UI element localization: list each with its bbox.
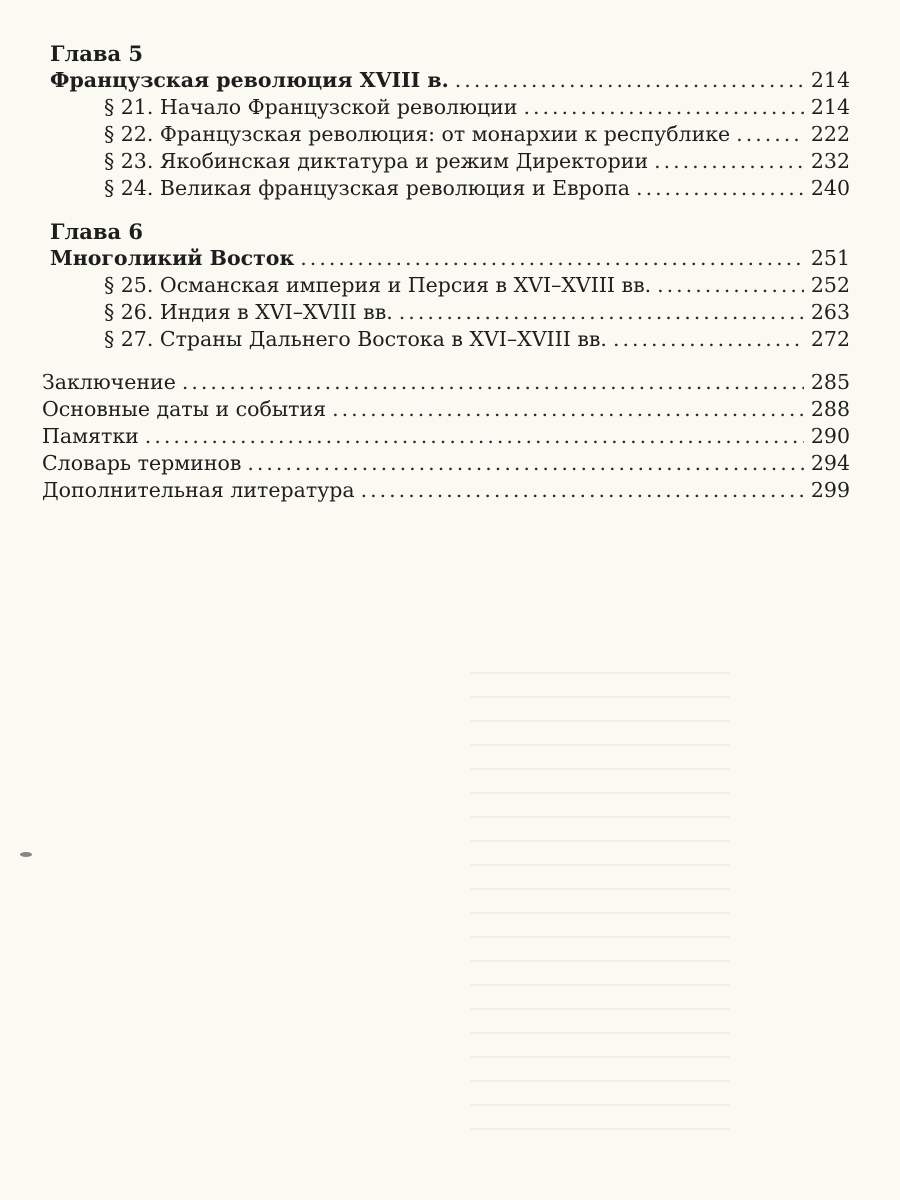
toc-entry [42,450,850,477]
page-number: 240 [810,176,850,200]
dot-leader [247,450,804,477]
section-title: § 22. Французская революция: от монархии к республике [104,122,731,146]
section-title: § 25. Османская империя и Персия в XVI–XVIII вв. [104,273,652,297]
chapter-title-line [42,67,850,94]
table-of-contents [42,40,850,504]
page-number: 288 [810,397,850,421]
dot-leader [613,326,804,353]
page-number: 251 [810,246,850,270]
toc-entry [42,272,850,299]
toc-entry [42,175,850,202]
chapter-label: Глава 6 [50,219,144,244]
chapter-title: Многоликий Восток [50,246,295,270]
appendix-title: Памятки [42,424,139,448]
toc-entry [42,299,850,326]
dot-leader [300,245,804,272]
page-number: 263 [810,300,850,324]
appendix-title: Словарь терминов [42,451,242,475]
page-number: 299 [810,478,850,502]
page-number: 290 [810,424,850,448]
appendix-title: Основные даты и события [42,397,327,421]
page-number: 214 [810,68,850,92]
toc-entry [42,423,850,450]
page-number: 272 [810,327,850,351]
page-number: 285 [810,370,850,394]
dot-leader [654,148,804,175]
toc-entry [42,326,850,353]
dot-leader [636,175,804,202]
dot-leader [332,396,804,423]
toc-entry [42,94,850,121]
page-number: 252 [810,273,850,297]
back-matter [42,369,850,504]
page-number: 214 [810,95,850,119]
toc-entry [42,396,850,423]
dot-leader [736,121,804,148]
paper-show-through [470,650,730,1150]
chapter-label: Глава 5 [50,41,144,66]
toc-entry [42,148,850,175]
appendix-title: Дополнительная литература [42,478,355,502]
chapter-5 [42,40,850,202]
toc-entry [42,477,850,504]
dot-leader [399,299,804,326]
section-title: § 26. Индия в XVI–XVIII вв. [104,300,393,324]
dot-leader [455,67,804,94]
chapter-title-line [42,245,850,272]
dot-leader [361,477,804,504]
dot-leader [657,272,804,299]
dot-leader [523,94,804,121]
section-title: § 23. Якобинская диктатура и режим Директории [104,149,649,173]
section-title: § 21. Начало Французской революции [104,95,518,119]
page-number: 232 [810,149,850,173]
dot-leader [145,423,804,450]
page-number: 294 [810,451,850,475]
section-title: § 27. Страны Дальнего Востока в XVI–XVIII вв. [104,327,607,351]
chapter-6 [42,218,850,353]
section-title: § 24. Великая французская революция и Европа [104,176,631,200]
toc-entry [42,369,850,396]
appendix-title: Заключение [42,370,176,394]
page-number: 222 [810,122,850,146]
chapter-title: Французская революция XVIII в. [50,68,449,92]
dot-leader [182,369,804,396]
toc-entry [42,121,850,148]
ink-smudge [20,852,32,857]
